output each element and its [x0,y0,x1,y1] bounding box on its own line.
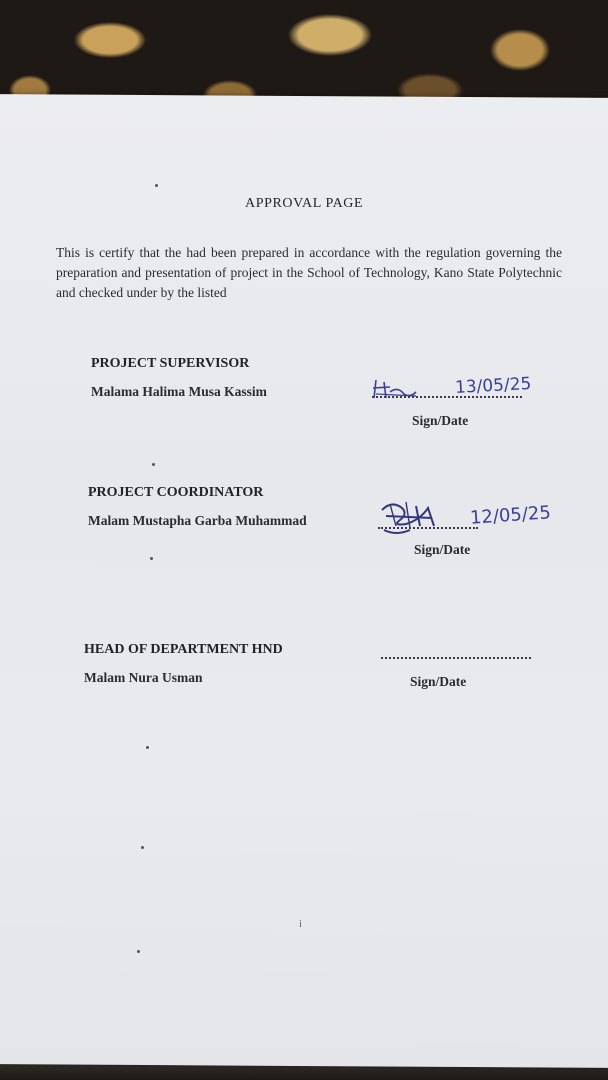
paper-speck [152,463,155,466]
show-through-text [50,585,550,645]
sign-date-label-head-of-department: Sign/Date [410,674,467,689]
name-head-of-department: Malam Nura Usman [84,670,203,685]
role-supervisor: PROJECT SUPERVISOR [91,356,250,371]
sign-date-label-coordinator: Sign/Date [414,542,471,557]
page-title: APPROVAL PAGE [245,196,364,211]
background-cloth [0,0,608,110]
name-supervisor: Malama Halima Musa Kassim [91,384,267,399]
handwritten-date-supervisor: 13/05/25 [454,374,532,398]
certification-paragraph: This is certify that the had been prepared in accordance with the regulation governing the preparation and presentation of project in the School of Technology, Kano State Polytechnic and checked under by the listed [56,245,562,300]
sign-date-label-supervisor: Sign/Date [412,413,469,428]
paper-speck [146,746,149,749]
paper-sheet [0,94,608,1068]
name-coordinator: Malam Mustapha Garba Muhammad [88,513,307,528]
role-coordinator: PROJECT COORDINATOR [88,485,264,500]
paper-speck [137,950,140,953]
signature-coordinator [376,496,456,544]
paper-speck [141,846,144,849]
paper-speck [155,184,158,187]
page-number: i [299,918,303,930]
handwritten-date-coordinator: 12/05/25 [469,502,552,529]
signature-line-head-of-department [381,657,531,659]
role-head-of-department: HEAD OF DEPARTMENT HND [84,642,283,657]
paper-speck [150,557,153,560]
